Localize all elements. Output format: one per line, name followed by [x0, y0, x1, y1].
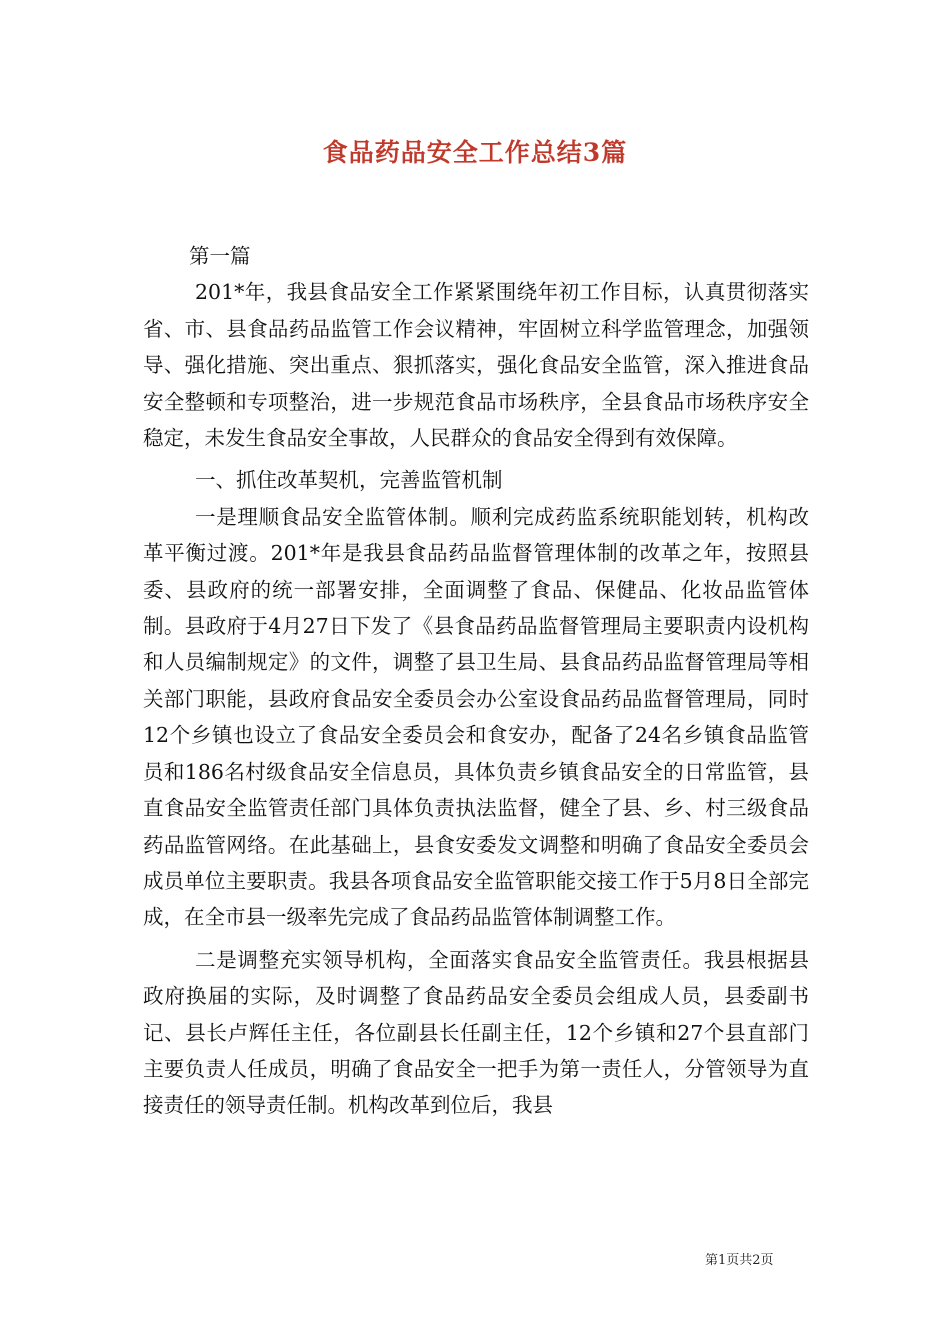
- section-label: 第一篇: [189, 244, 251, 268]
- paragraph-intro: 201*年，我县食品安全工作紧紧围绕年初工作目标，认真贯彻落实省、市、县食品药品监管工作会议精神，牢固树立科学监管理念，加强领导、强化措施、突出重点、狠抓落实，强化食品安全监管，深入推进食品安全整顿和专项整治，进一步规范食品市场秩序，全县食品市场秩序安全稳定，未发生食品安全事故，人民群众的食品安全得到有效保障。: [143, 280, 809, 451]
- section-heading-1: 一、抓住改革契机，完善监管机制: [195, 468, 503, 493]
- page-footer: 第1页共2页: [705, 1253, 774, 1268]
- paragraph-2: 二是调整充实领导机构，全面落实食品安全监管责任。我县根据县政府换届的实际，及时调整了食品药品安全委员会组成人员，县委副书记、县长卢辉任主任，各位副县长任副主任，12个乡镇和27个县直部门主要负责人任成员，明确了食品安全一把手为第一责任人，分管领导为直接责任的领导责任制。机构改革到位后，我县: [143, 947, 809, 1118]
- document-title: 食品药品安全工作总结3篇: [322, 138, 628, 167]
- paragraph-1: 一是理顺食品安全监管体制。顺利完成药监系统职能划转，机构改革平衡过渡。201*年是我县食品药品监督管理体制的改革之年，按照县委、县政府的统一部署安排，全面调整了食品、保健品、化妆品监管体制。县政府于4月27日下发了《县食品药品监督管理局主要职责内设机构和人员编制规定》的文件，调整了县卫生局、县食品药品监督管理局等相关部门职能，县政府食品安全委员会办公室设食品药品监督管理局，同时12个乡镇也设立了食品安全委员会和食安办，配备了24名乡镇食品监管员和186名村级食品安全信息员，具体负责乡镇食品安全的日常监管，县直食品安全监管责任部门具体负责执法监督，健全了县、乡、村三级食品药品监管网络。在此基础上，县食安委发文调整和明确了食品安全委员会成员单位主要职责。我县各项食品安全监管职能交接工作于5月8日全部完成，在全市县一级率先完成了食品药品监管体制调整工作。: [143, 504, 809, 930]
- document-body: [143, 238, 809, 1124]
